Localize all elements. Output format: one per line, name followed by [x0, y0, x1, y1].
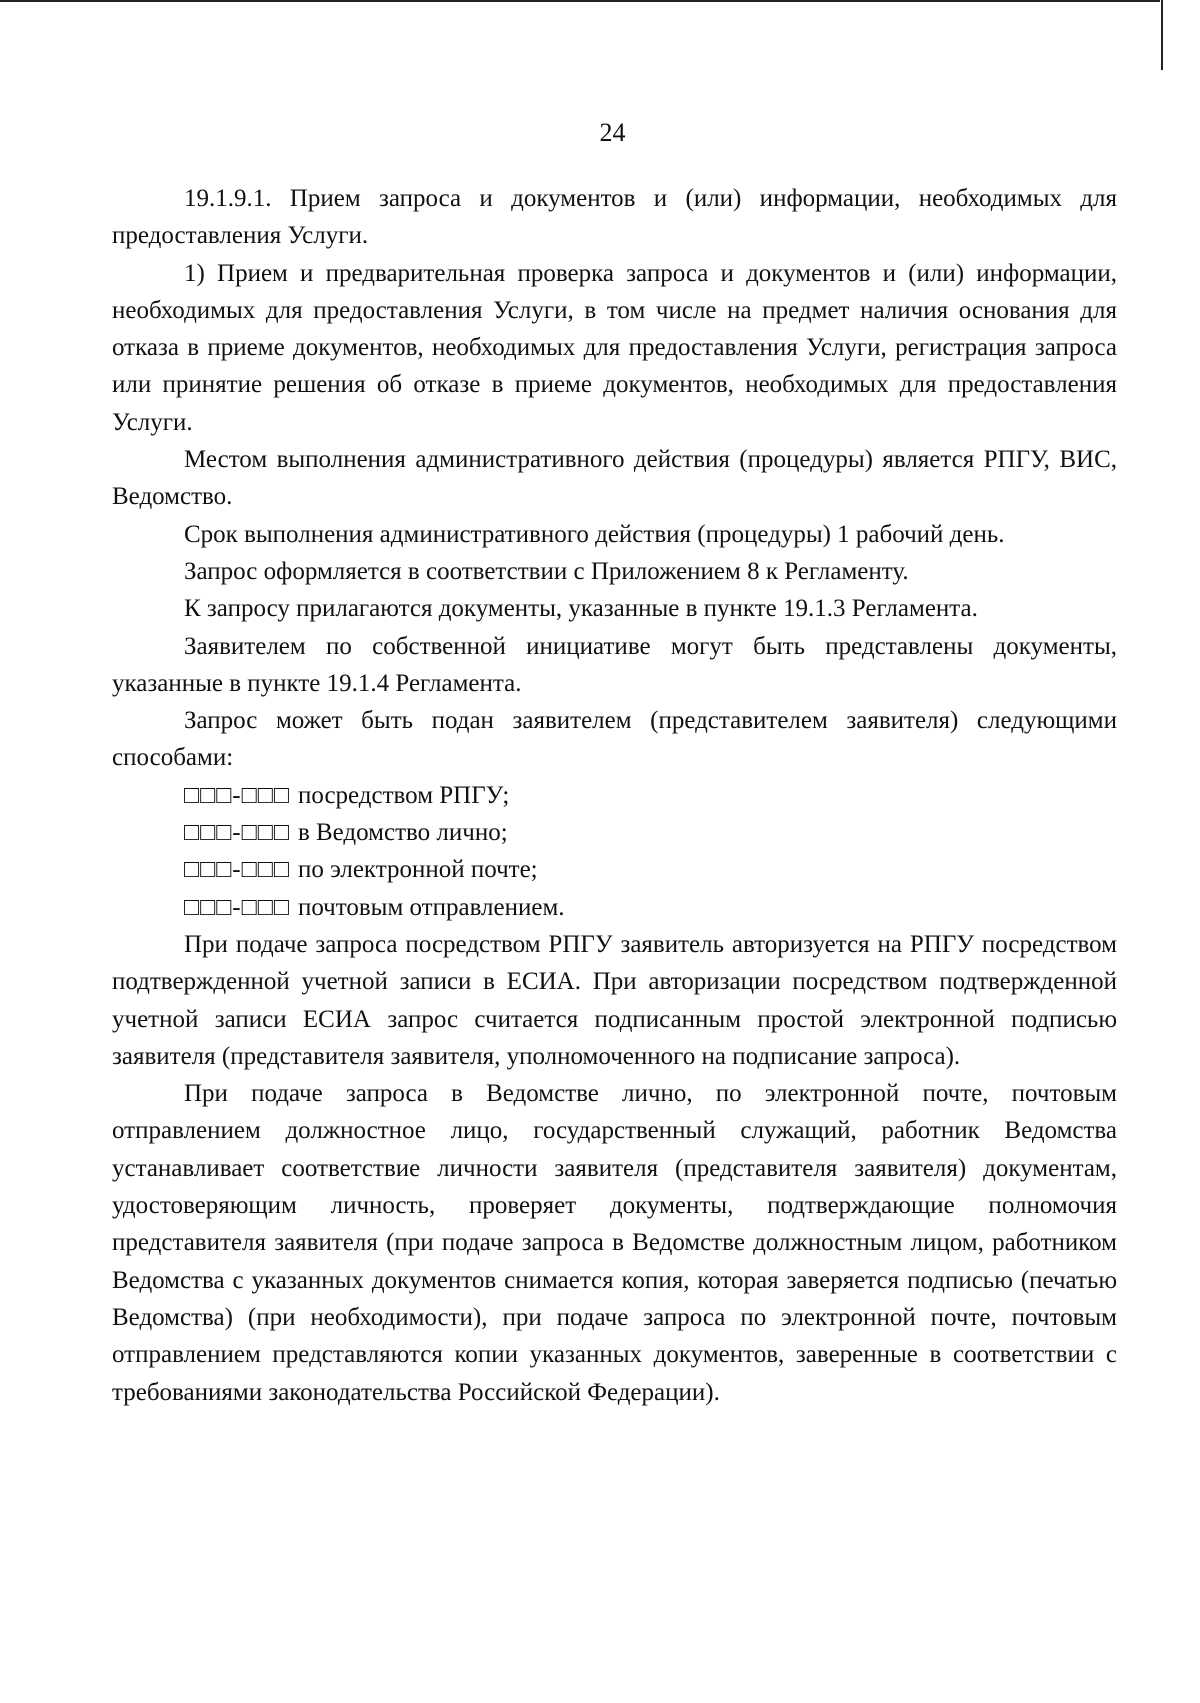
- paragraph-request-form: Запрос оформляется в соответствии с Приложением 8 к Регламенту.: [184, 557, 909, 585]
- list-item: [112, 814, 1117, 851]
- right-border-line: [1161, 0, 1163, 70]
- paragraph-rpgu-authorization: При подаче запроса посредством РПГУ заявитель авторизуется на РПГУ посредством подтвержденной учетной записи в ЕСИА. При авторизации посредством подтвержденной учетной записи ЕСИА запрос считается подписанным простой электронной подписью заявителя (представителя заявителя, уполномоченного на подписание запроса).: [112, 930, 1117, 1070]
- list-item-text: в Ведомство лично;: [297, 819, 508, 847]
- page-number: 24: [599, 118, 626, 147]
- bullet-marker: □□□-□□□: [184, 893, 290, 921]
- paragraph-optional-documents: Заявителем по собственной инициативе могут быть представлены документы, указанные в пункте 19.1.4 Регламента.: [112, 632, 1117, 697]
- document-body: [112, 180, 1117, 1411]
- list-item: [112, 889, 1117, 926]
- list-item: [112, 777, 1117, 814]
- paragraph-procedure-item: 1) Прием и предварительная проверка запроса и документов и (или) информации, необходимых для предоставления Услуги, в том числе на предмет наличия основания для отказа в приеме документов, необходимых для предоставления Услуги, регистрация запроса или принятие решения об отказе в приеме документов, необходимых для предоставления Услуги.: [112, 259, 1117, 436]
- paragraph-section-heading: 19.1.9.1. Прием запроса и документов и (или) информации, необходимых для предоставления Услуги.: [112, 185, 1117, 250]
- list-item-text: почтовым отправлением.: [297, 893, 565, 921]
- list-item-text: посредством РПГУ;: [297, 781, 510, 809]
- bullet-marker: □□□-□□□: [184, 781, 290, 809]
- list-item-text: по электронной почте;: [297, 856, 538, 884]
- paragraph-term: Срок выполнения административного действия (процедуры) 1 рабочий день.: [184, 520, 1005, 548]
- bullet-marker: □□□-□□□: [184, 856, 290, 884]
- top-border-line: [0, 0, 1160, 2]
- paragraph-attached-documents: К запросу прилагаются документы, указанные в пункте 19.1.3 Регламента.: [184, 595, 978, 623]
- paragraph-in-person-verification: При подаче запроса в Ведомстве лично, по электронной почте, почтовым отправлением должностное лицо, государственный служащий, работник Ведомства устанавливает соответствие личности заявителя (представителя заявителя) документам, удостоверяющим личность, проверяет документы, подтверждающие полномочия представителя заявителя (при подаче запроса в Ведомстве должностным лицом, работником Ведомства с указанных документов снимается копия, которая заверяется подписью (печатью Ведомства) (при необходимости), при подаче запроса по электронной почте, почтовым отправлением представляются копии указанных документов, заверенные в соответствии с требованиями законодательства Российской Федерации).: [112, 1080, 1117, 1406]
- paragraph-place-of-execution: Местом выполнения административного действия (процедуры) является РПГУ, ВИС, Ведомство.: [112, 446, 1117, 511]
- list-item: [112, 851, 1117, 888]
- paragraph-submission-methods: Запрос может быть подан заявителем (представителем заявителя) следующими способами:: [112, 707, 1117, 772]
- bullet-marker: □□□-□□□: [184, 819, 290, 847]
